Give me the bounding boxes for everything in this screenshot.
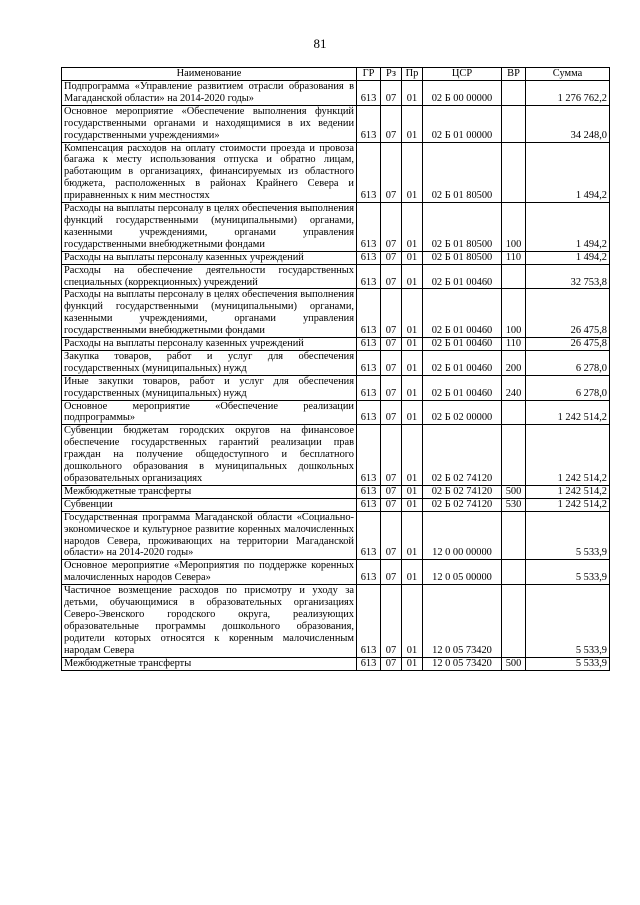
cell-name: Основное мероприятие «Обеспечение реализации подпрограммы» xyxy=(62,400,357,425)
cell-gr: 613 xyxy=(357,289,381,338)
cell-sum: 26 475,8 xyxy=(526,289,610,338)
cell-sum: 1 494,2 xyxy=(526,203,610,252)
cell-gr: 613 xyxy=(357,203,381,252)
cell-gr: 613 xyxy=(357,560,381,585)
cell-pr: 01 xyxy=(402,289,423,338)
cell-pr: 01 xyxy=(402,511,423,560)
cell-rz: 07 xyxy=(381,375,402,400)
cell-pr: 01 xyxy=(402,657,423,670)
table-row xyxy=(62,485,610,498)
cell-gr: 613 xyxy=(357,338,381,351)
cell-sum: 1 276 762,2 xyxy=(526,81,610,106)
cell-rz: 07 xyxy=(381,400,402,425)
cell-gr: 613 xyxy=(357,105,381,142)
table-row xyxy=(62,657,610,670)
header-csr: ЦСР xyxy=(423,68,502,81)
cell-name: Основное мероприятие «Мероприятия по поддержке коренных малочисленных народов Севера» xyxy=(62,560,357,585)
table-row xyxy=(62,560,610,585)
table-row xyxy=(62,105,610,142)
cell-rz: 07 xyxy=(381,657,402,670)
header-name: Наименование xyxy=(62,68,357,81)
table-row xyxy=(62,511,610,560)
cell-vr xyxy=(502,585,526,657)
cell-gr: 613 xyxy=(357,350,381,375)
cell-csr: 02 Б 01 80500 xyxy=(423,251,502,264)
cell-rz: 07 xyxy=(381,585,402,657)
cell-sum: 26 475,8 xyxy=(526,338,610,351)
cell-vr xyxy=(502,425,526,486)
cell-csr: 02 Б 00 00000 xyxy=(423,81,502,106)
cell-rz: 07 xyxy=(381,498,402,511)
cell-rz: 07 xyxy=(381,485,402,498)
cell-pr: 01 xyxy=(402,425,423,486)
header-vr: ВР xyxy=(502,68,526,81)
cell-name: Расходы на выплаты персоналу казенных учреждений xyxy=(62,251,357,264)
cell-vr: 100 xyxy=(502,203,526,252)
cell-rz: 07 xyxy=(381,81,402,106)
cell-pr: 01 xyxy=(402,203,423,252)
table-row xyxy=(62,251,610,264)
page-number: 81 xyxy=(313,36,327,51)
cell-vr: 240 xyxy=(502,375,526,400)
cell-vr: 530 xyxy=(502,498,526,511)
cell-vr xyxy=(502,560,526,585)
cell-pr: 01 xyxy=(402,81,423,106)
budget-table xyxy=(61,67,610,671)
cell-pr: 01 xyxy=(402,350,423,375)
cell-sum: 32 753,8 xyxy=(526,264,610,289)
cell-csr: 02 Б 01 80500 xyxy=(423,142,502,203)
cell-gr: 613 xyxy=(357,400,381,425)
cell-csr: 02 Б 02 74120 xyxy=(423,425,502,486)
cell-gr: 613 xyxy=(357,81,381,106)
cell-name: Расходы на выплаты персоналу в целях обеспечения выполнения функций государственными (муниципальными) органами, казенными учреждениями, органами управления государственными внебюджетными фондами xyxy=(62,203,357,252)
cell-gr: 613 xyxy=(357,657,381,670)
cell-name: Иные закупки товаров, работ и услуг для обеспечения государственных (муниципальных) нужд xyxy=(62,375,357,400)
cell-vr xyxy=(502,81,526,106)
table-row xyxy=(62,400,610,425)
cell-rz: 07 xyxy=(381,350,402,375)
cell-rz: 07 xyxy=(381,105,402,142)
cell-csr: 02 Б 01 00460 xyxy=(423,350,502,375)
cell-name: Частичное возмещение расходов по присмотру и уходу за детьми, обучающимися в образовательных организациях Северо-Эвенского городского округа, реализующих образовательные программы дошкольного образования, родители которых относятся к коренным малочисленным народам Севера xyxy=(62,585,357,657)
cell-csr: 02 Б 01 00460 xyxy=(423,264,502,289)
cell-vr xyxy=(502,400,526,425)
cell-pr: 01 xyxy=(402,485,423,498)
cell-vr: 500 xyxy=(502,485,526,498)
cell-name: Основное мероприятие «Обеспечение выполнения функций государственными органами и находящимися в их ведении государственными учреждениями» xyxy=(62,105,357,142)
cell-pr: 01 xyxy=(402,375,423,400)
table-row xyxy=(62,498,610,511)
cell-csr: 02 Б 01 80500 xyxy=(423,203,502,252)
cell-rz: 07 xyxy=(381,251,402,264)
header-gr: ГР xyxy=(357,68,381,81)
cell-rz: 07 xyxy=(381,264,402,289)
cell-rz: 07 xyxy=(381,511,402,560)
cell-vr xyxy=(502,264,526,289)
cell-vr xyxy=(502,105,526,142)
cell-rz: 07 xyxy=(381,289,402,338)
cell-gr: 613 xyxy=(357,142,381,203)
cell-csr: 02 Б 01 00460 xyxy=(423,338,502,351)
cell-sum: 1 494,2 xyxy=(526,142,610,203)
cell-pr: 01 xyxy=(402,142,423,203)
cell-vr xyxy=(502,142,526,203)
cell-csr: 02 Б 01 00460 xyxy=(423,289,502,338)
cell-name: Закупка товаров, работ и услуг для обеспечения государственных (муниципальных) нужд xyxy=(62,350,357,375)
cell-gr: 613 xyxy=(357,425,381,486)
cell-sum: 34 248,0 xyxy=(526,105,610,142)
cell-rz: 07 xyxy=(381,425,402,486)
cell-gr: 613 xyxy=(357,375,381,400)
table-header-row xyxy=(62,68,610,81)
cell-csr: 12 0 00 00000 xyxy=(423,511,502,560)
table-row xyxy=(62,350,610,375)
cell-name: Субвенции бюджетам городских округов на финансовое обеспечение государственных гарантий реализации прав граждан на получение общедоступного и бесплатного дошкольного образования в муниципальных дошкольных образовательных организациях xyxy=(62,425,357,486)
cell-name: Межбюджетные трансферты xyxy=(62,657,357,670)
cell-csr: 02 Б 02 74120 xyxy=(423,498,502,511)
table-row xyxy=(62,264,610,289)
cell-pr: 01 xyxy=(402,251,423,264)
cell-vr: 500 xyxy=(502,657,526,670)
cell-sum: 1 242 514,2 xyxy=(526,498,610,511)
cell-gr: 613 xyxy=(357,511,381,560)
cell-gr: 613 xyxy=(357,485,381,498)
cell-csr: 12 0 05 73420 xyxy=(423,657,502,670)
cell-rz: 07 xyxy=(381,142,402,203)
cell-name: Расходы на обеспечение деятельности государственных специальных (коррекционных) учреждений xyxy=(62,264,357,289)
cell-name: Компенсация расходов на оплату стоимости проезда и провоза багажа к месту использования отпуска и обратно лицам, работающим в организациях, финансируемых из областного бюджета, расположенных в районах Крайнего Севера и приравненных к ним местностях xyxy=(62,142,357,203)
cell-csr: 02 Б 01 00000 xyxy=(423,105,502,142)
table-row xyxy=(62,142,610,203)
cell-gr: 613 xyxy=(357,585,381,657)
cell-pr: 01 xyxy=(402,105,423,142)
cell-sum: 6 278,0 xyxy=(526,375,610,400)
cell-gr: 613 xyxy=(357,251,381,264)
header-sum: Сумма xyxy=(526,68,610,81)
cell-pr: 01 xyxy=(402,338,423,351)
cell-pr: 01 xyxy=(402,585,423,657)
cell-pr: 01 xyxy=(402,498,423,511)
cell-csr: 02 Б 02 00000 xyxy=(423,400,502,425)
cell-sum: 5 533,9 xyxy=(526,560,610,585)
cell-sum: 1 242 514,2 xyxy=(526,425,610,486)
cell-csr: 12 0 05 00000 xyxy=(423,560,502,585)
cell-sum: 5 533,9 xyxy=(526,511,610,560)
cell-name: Государственная программа Магаданской области «Социально-экономическое и культурное развитие коренных малочисленных народов Севера, проживающих на территории Магаданской области» на 2014-2020 годы» xyxy=(62,511,357,560)
cell-name: Межбюджетные трансферты xyxy=(62,485,357,498)
cell-vr: 100 xyxy=(502,289,526,338)
cell-pr: 01 xyxy=(402,560,423,585)
cell-sum: 5 533,9 xyxy=(526,585,610,657)
cell-vr xyxy=(502,511,526,560)
cell-sum: 1 494,2 xyxy=(526,251,610,264)
table-row xyxy=(62,375,610,400)
table-row xyxy=(62,338,610,351)
table-row xyxy=(62,425,610,486)
cell-gr: 613 xyxy=(357,498,381,511)
cell-csr: 02 Б 02 74120 xyxy=(423,485,502,498)
cell-name: Подпрограмма «Управление развитием отрасли образования в Магаданской области» на 2014-2020 годы» xyxy=(62,81,357,106)
cell-pr: 01 xyxy=(402,400,423,425)
header-rz: Рз xyxy=(381,68,402,81)
cell-vr: 200 xyxy=(502,350,526,375)
table-row xyxy=(62,585,610,657)
cell-rz: 07 xyxy=(381,338,402,351)
cell-csr: 02 Б 01 00460 xyxy=(423,375,502,400)
cell-csr: 12 0 05 73420 xyxy=(423,585,502,657)
cell-gr: 613 xyxy=(357,264,381,289)
cell-rz: 07 xyxy=(381,560,402,585)
cell-pr: 01 xyxy=(402,264,423,289)
cell-vr: 110 xyxy=(502,338,526,351)
table-row xyxy=(62,81,610,106)
header-pr: Пр xyxy=(402,68,423,81)
table-row xyxy=(62,203,610,252)
cell-sum: 1 242 514,2 xyxy=(526,400,610,425)
table-row xyxy=(62,289,610,338)
cell-vr: 110 xyxy=(502,251,526,264)
cell-sum: 6 278,0 xyxy=(526,350,610,375)
cell-sum: 1 242 514,2 xyxy=(526,485,610,498)
cell-name: Субвенции xyxy=(62,498,357,511)
cell-name: Расходы на выплаты персоналу в целях обеспечения выполнения функций государственными (муниципальными) органами, казенными учреждениями, органами управления государственными внебюджетными фондами xyxy=(62,289,357,338)
cell-rz: 07 xyxy=(381,203,402,252)
cell-name: Расходы на выплаты персоналу казенных учреждений xyxy=(62,338,357,351)
cell-sum: 5 533,9 xyxy=(526,657,610,670)
